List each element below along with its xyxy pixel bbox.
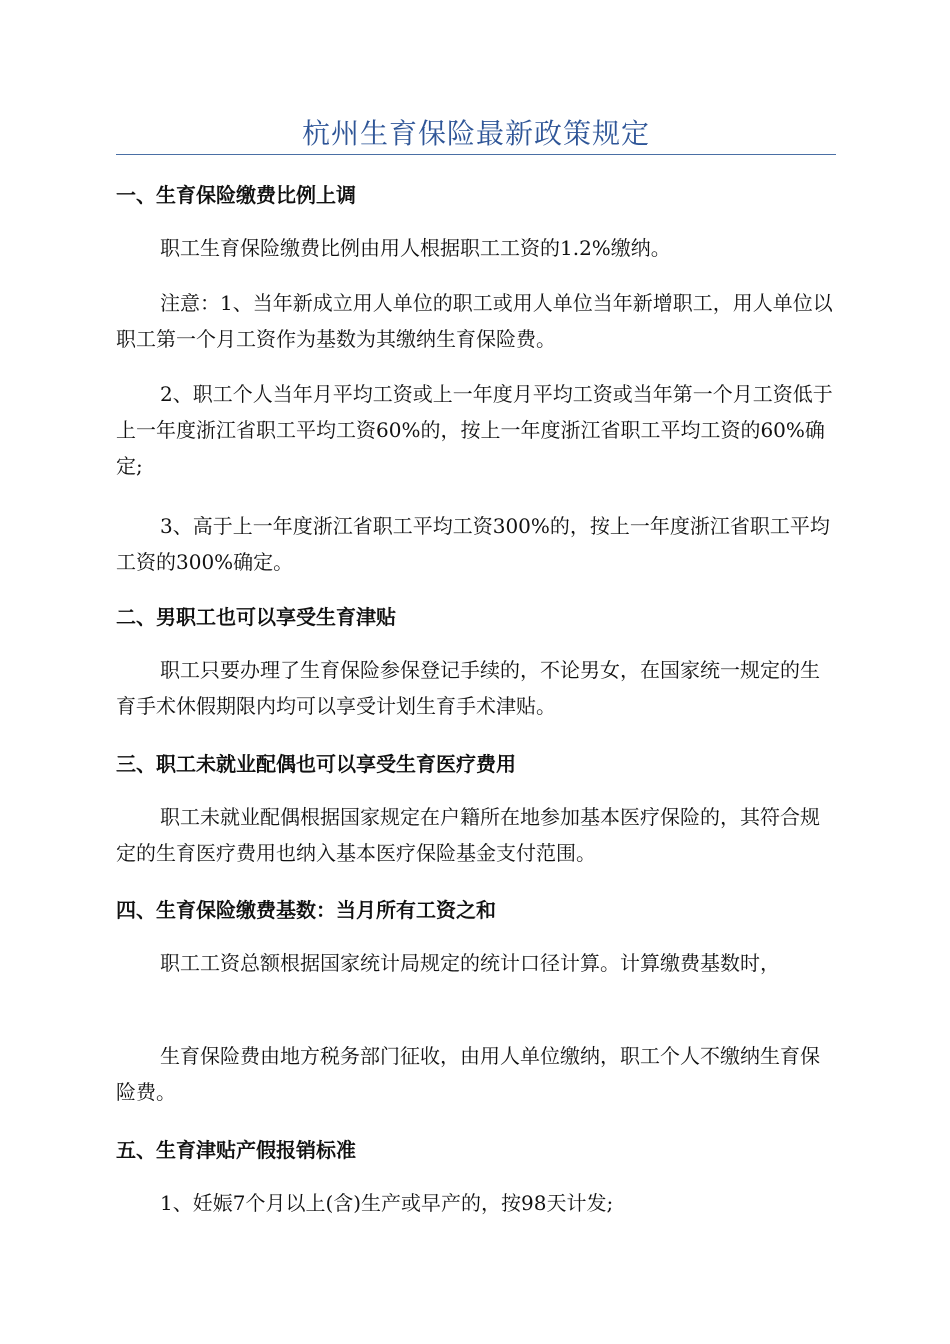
section-1-paragraph-2: 注意：1、当年新成立用人单位的职工或用人单位当年新增职工，用人单位以职工第一个月工资作为基数为其缴纳生育保险费。 — [116, 291, 833, 351]
section-3-paragraph-1: 职工未就业配偶根据国家规定在户籍所在地参加基本医疗保险的，其符合规定的生育医疗费用也纳入基本医疗保险基金支付范围。 — [116, 805, 820, 865]
section-heading-1: 一、生育保险缴费比例上调 — [116, 183, 356, 207]
section-heading-3: 三、职工未就业配偶也可以享受生育医疗费用 — [116, 752, 516, 776]
section-4-paragraph-2: 生育保险费由地方税务部门征收，由用人单位缴纳，职工个人不缴纳生育保险费。 — [116, 1044, 820, 1104]
section-heading-5: 五、生育津贴产假报销标准 — [116, 1138, 356, 1162]
title-underline — [116, 154, 836, 155]
page-title: 杭州生育保险最新政策规定 — [301, 117, 650, 150]
section-4-paragraph-1: 职工工资总额根据国家统计局规定的统计口径计算。计算缴费基数时， — [160, 951, 780, 975]
section-1-paragraph-3: 2、职工个人当年月平均工资或上一年度月平均工资或当年第一个月工资低于上一年度浙江省职工平均工资60%的，按上一年度浙江省职工平均工资的60%确定; — [116, 382, 833, 478]
section-5-paragraph-1: 1、妊娠7个月以上(含)生产或早产的，按98天计发; — [160, 1191, 614, 1215]
section-2-paragraph-1: 职工只要办理了生育保险参保登记手续的，不论男女，在国家统一规定的生育手术休假期限内均可以享受计划生育手术津贴。 — [116, 658, 820, 718]
section-1-paragraph-4: 3、高于上一年度浙江省职工平均工资300%的，按上一年度浙江省职工平均工资的300%确定。 — [116, 514, 830, 574]
section-heading-4: 四、生育保险缴费基数：当月所有工资之和 — [116, 898, 496, 922]
section-1-paragraph-1: 职工生育保险缴费比例由用人根据职工工资的1.2%缴纳。 — [160, 236, 671, 260]
section-heading-2: 二、男职工也可以享受生育津贴 — [116, 605, 396, 629]
